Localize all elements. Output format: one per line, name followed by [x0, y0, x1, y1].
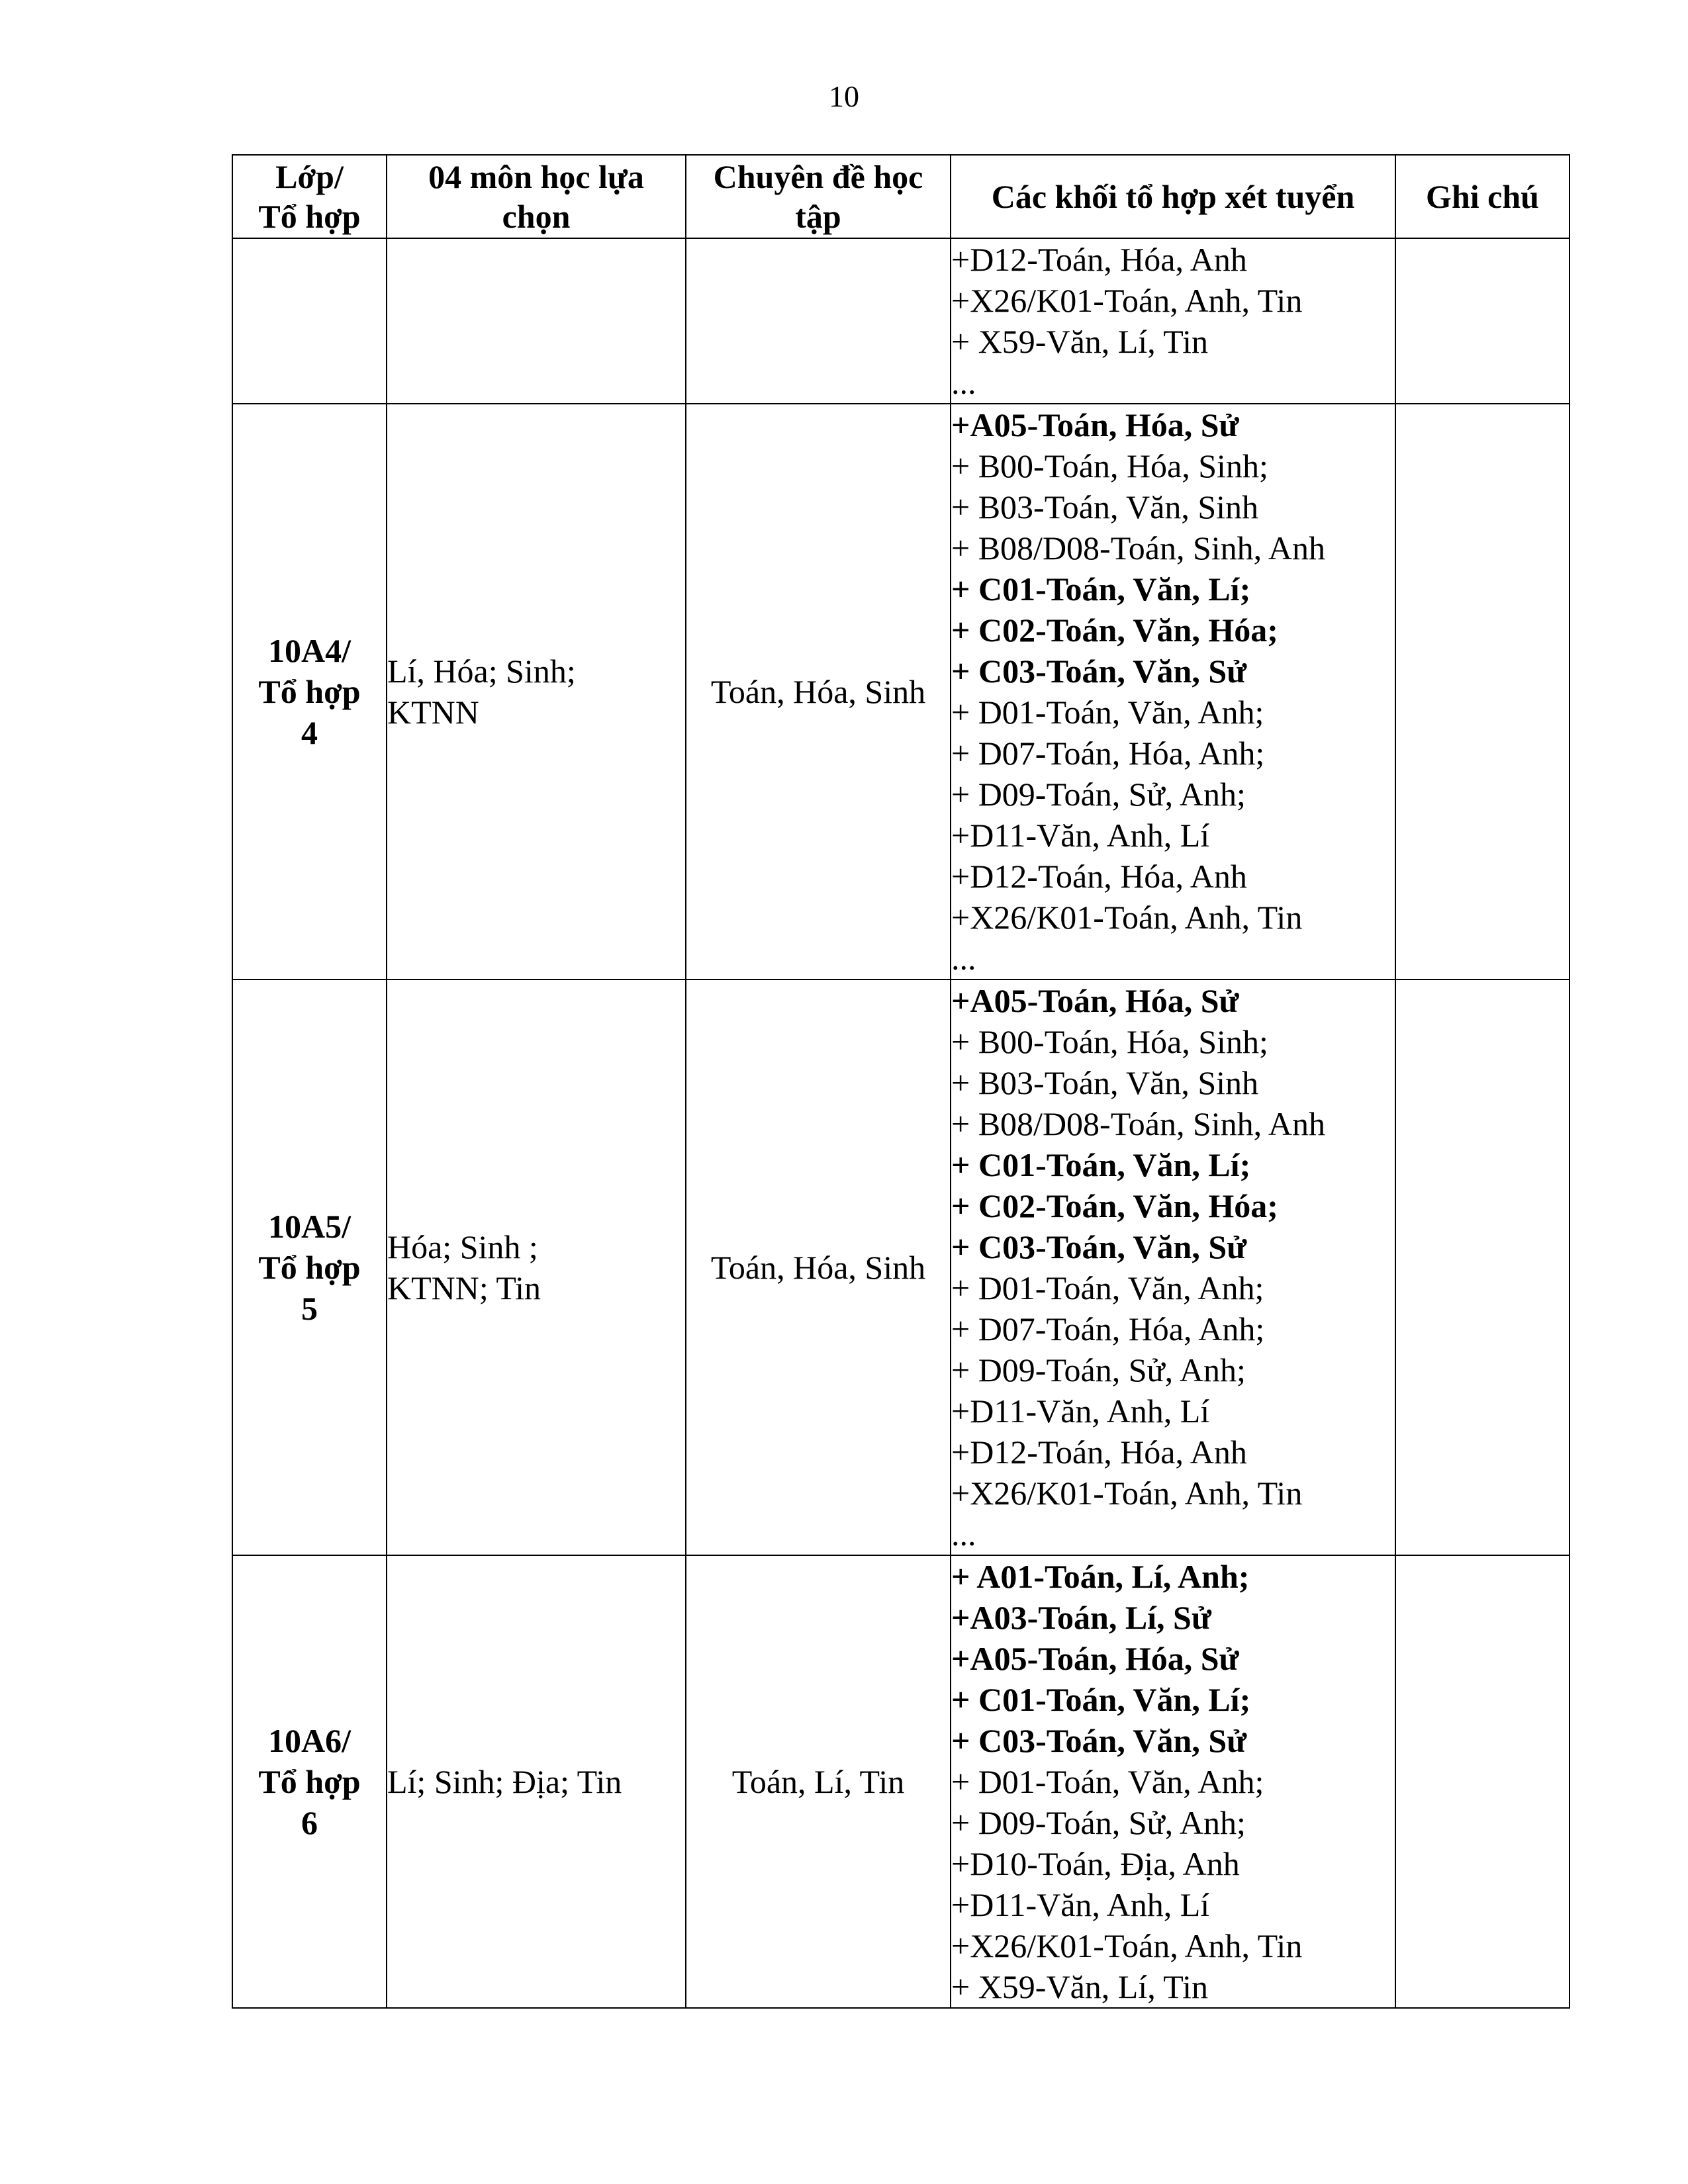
admission-block-item: + D07-Toán, Hóa, Anh;: [951, 735, 1265, 772]
class-combination-cell: [232, 238, 387, 404]
admission-block-item: + B08/D08-Toán, Sinh, Anh: [951, 1105, 1325, 1142]
study-topics-cell: Toán, Lí, Tin: [686, 1555, 951, 2008]
admission-block-item: + D09-Toán, Sử, Anh;: [951, 1804, 1246, 1841]
admission-block-item: + X59-Văn, Lí, Tin: [951, 1968, 1208, 2005]
admission-block-item: +D11-Văn, Anh, Lí: [951, 1886, 1210, 1923]
admission-block-item: +D12-Toán, Hóa, Anh: [951, 858, 1247, 895]
subject-line: Hóa; Sinh ;: [387, 1228, 538, 1265]
header-elective-subjects: 04 môn học lựa chọn: [387, 155, 686, 238]
class-combination-cell: [232, 404, 387, 979]
admission-block-item: + X59-Văn, Lí, Tin: [951, 323, 1208, 360]
table-row: [232, 1555, 1570, 2008]
elective-subjects-cell: [387, 404, 686, 979]
class-line: 10A5/: [268, 1208, 351, 1245]
subject-line: Lí; Sinh; Địa; Tin: [387, 1763, 622, 1800]
admission-block-item: + C03-Toán, Văn, Sử: [951, 653, 1247, 690]
admission-block-item: + B03-Toán, Văn, Sinh: [951, 488, 1259, 525]
header-admission-blocks: Các khối tổ hợp xét tuyển: [951, 155, 1395, 238]
admission-block-item: + D09-Toán, Sử, Anh;: [951, 1351, 1246, 1388]
study-topics-cell: [686, 238, 951, 404]
admission-block-item: + D01-Toán, Văn, Anh;: [951, 1269, 1264, 1306]
admission-block-item: + A01-Toán, Lí, Anh;: [951, 1558, 1250, 1595]
admission-block-item: + C01-Toán, Văn, Lí;: [951, 1146, 1251, 1183]
admission-block-item: +A03-Toán, Lí, Sử: [951, 1599, 1211, 1636]
admission-block-item: ...: [951, 364, 976, 401]
table-row: [232, 238, 1570, 404]
subject-line: KTNN: [387, 694, 479, 731]
admission-block-item: +A05-Toán, Hóa, Sử: [951, 982, 1239, 1019]
table-body: [232, 238, 1570, 2008]
admission-block-item: + C03-Toán, Văn, Sử: [951, 1722, 1247, 1759]
admission-block-item: +A05-Toán, Hóa, Sử: [951, 406, 1239, 443]
admission-block-item: ...: [951, 940, 976, 977]
class-line: 5: [301, 1290, 318, 1327]
admission-block-item: ...: [951, 1516, 976, 1553]
admission-block-item: +D11-Văn, Anh, Lí: [951, 1392, 1210, 1430]
admission-combination-table: [232, 154, 1570, 2009]
class-combination-cell: [232, 979, 387, 1555]
admission-block-item: + B00-Toán, Hóa, Sinh;: [951, 1023, 1268, 1060]
page-number: 10: [829, 79, 859, 113]
admission-block-item: +X26/K01-Toán, Anh, Tin: [951, 1475, 1303, 1512]
admission-block-item: +A05-Toán, Hóa, Sử: [951, 1640, 1239, 1677]
subject-line: KTNN; Tin: [387, 1269, 541, 1306]
header-class-combination: Lớp/ Tổ hợp: [232, 155, 387, 238]
admission-block-item: + C01-Toán, Văn, Lí;: [951, 570, 1251, 608]
admission-block-item: +D11-Văn, Anh, Lí: [951, 817, 1210, 854]
admission-blocks-cell: [951, 979, 1395, 1555]
notes-cell: [1395, 238, 1570, 404]
class-line: 6: [301, 1804, 318, 1841]
admission-block-item: +X26/K01-Toán, Anh, Tin: [951, 1927, 1303, 1964]
table-row: [232, 979, 1570, 1555]
class-line: 4: [301, 714, 318, 751]
admission-block-item: + C01-Toán, Văn, Lí;: [951, 1681, 1251, 1718]
admission-block-item: + D09-Toán, Sử, Anh;: [951, 776, 1246, 813]
admission-blocks-cell: [951, 1555, 1395, 2008]
admission-block-item: + C02-Toán, Văn, Hóa;: [951, 612, 1278, 649]
admission-blocks-cell: [951, 404, 1395, 979]
study-topics-cell: Toán, Hóa, Sinh: [686, 404, 951, 979]
elective-subjects-cell: [387, 979, 686, 1555]
subject-line: Lí, Hóa; Sinh;: [387, 653, 576, 690]
admission-block-item: + D07-Toán, Hóa, Anh;: [951, 1310, 1265, 1347]
class-line: Tổ hợp: [258, 673, 361, 710]
admission-block-item: +D10-Toán, Địa, Anh: [951, 1845, 1240, 1882]
table-row: [232, 404, 1570, 979]
admission-blocks-cell: [951, 238, 1395, 404]
admission-block-item: + B08/D08-Toán, Sinh, Anh: [951, 529, 1325, 567]
study-topics-cell: Toán, Hóa, Sinh: [686, 979, 951, 1555]
admission-block-item: + C02-Toán, Văn, Hóa;: [951, 1187, 1278, 1224]
elective-subjects-cell: [387, 1555, 686, 2008]
class-line: Tổ hợp: [258, 1249, 361, 1286]
admission-block-item: +D12-Toán, Hóa, Anh: [951, 1433, 1247, 1471]
notes-cell: [1395, 404, 1570, 979]
header-notes: Ghi chú: [1395, 155, 1570, 238]
admission-block-item: + B03-Toán, Văn, Sinh: [951, 1064, 1259, 1101]
elective-subjects-cell: [387, 238, 686, 404]
admission-block-item: +D12-Toán, Hóa, Anh: [951, 241, 1247, 278]
notes-cell: [1395, 1555, 1570, 2008]
notes-cell: [1395, 979, 1570, 1555]
admission-block-item: + B00-Toán, Hóa, Sinh;: [951, 447, 1268, 484]
table-header-row: [232, 155, 1570, 238]
admission-block-item: +X26/K01-Toán, Anh, Tin: [951, 899, 1303, 936]
class-combination-cell: [232, 1555, 387, 2008]
class-line: 10A6/: [268, 1722, 351, 1759]
admission-block-item: + D01-Toán, Văn, Anh;: [951, 694, 1264, 731]
admission-block-item: + D01-Toán, Văn, Anh;: [951, 1763, 1264, 1800]
admission-block-item: +X26/K01-Toán, Anh, Tin: [951, 282, 1303, 319]
class-line: 10A4/: [268, 632, 351, 669]
class-line: Tổ hợp: [258, 1763, 361, 1800]
admission-block-item: + C03-Toán, Văn, Sử: [951, 1228, 1247, 1265]
header-study-topics: Chuyên đề học tập: [686, 155, 951, 238]
